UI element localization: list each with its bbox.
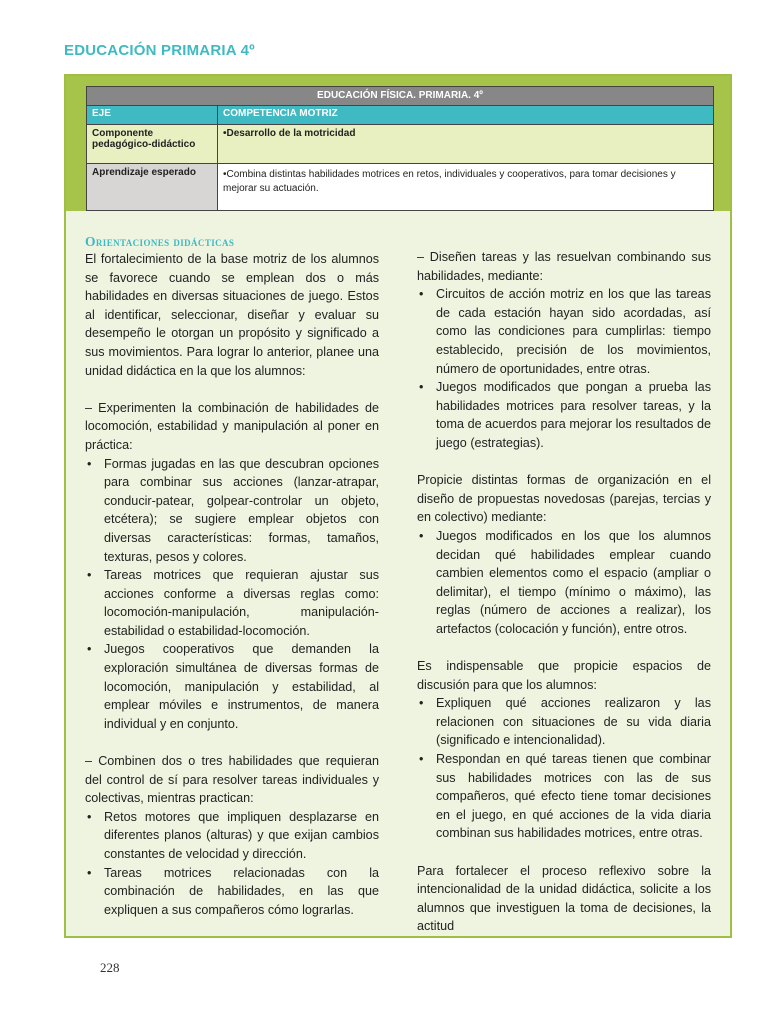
running-head: EDUCACIÓN PRIMARIA 4º — [64, 42, 255, 59]
curriculum-table — [86, 86, 714, 211]
right-column — [417, 248, 711, 936]
header-eje: EJE — [87, 106, 218, 124]
paragraph: Es indispensable que propicie espacios de discusión para que los alumnos: — [417, 659, 711, 692]
componente-value: •Desarrollo de la motricidad — [218, 125, 713, 163]
table-row-componente — [87, 125, 713, 164]
list-item: • Respondan en qué tareas tienen que combinar sus habilidades motrices con las de sus compañeros, qué efecto tiene tomar decisiones en el juego, en qué acciones de la vida diaria combinan sus habilidades motrices, entre otras. — [419, 752, 711, 841]
paragraph: – Combinen dos o tres habilidades que requieran del control de sí para resolver tareas individuales y colectivas, mientras practican: — [85, 754, 379, 806]
left-column — [85, 234, 379, 919]
aprendizaje-value: •Combina distintas habilidades motrices en retos, individuales y cooperativos, para tomar decisiones y mejorar su actuación. — [218, 164, 713, 210]
paragraph: – Experimenten la combinación de habilidades de locomoción, estabilidad y manipulación al poner en práctica: — [85, 400, 379, 452]
paragraph: Para fortalecer el proceso reflexivo sobre la intencionalidad de la unidad didáctica, solicite a los alumnos que investiguen la toma de decisiones, la actitud — [417, 863, 711, 934]
bullet-list — [85, 455, 379, 734]
page-number: 228 — [100, 960, 120, 975]
list-item: • Juegos cooperativos que demanden la exploración simultánea de diversas formas de locomoción, manipulación y estabilidad, al emplear móviles e instrumentos, de manera individual y en conjunto. — [87, 642, 379, 731]
table-header-row — [87, 106, 713, 125]
section-title: Orientaciones didácticas — [85, 234, 235, 249]
table-row-aprendizaje — [87, 164, 713, 210]
list-item: • Retos motores que impliquen desplazarse en diferentes planos (alturas) y que exijan cambios constantes de velocidad y dirección. — [87, 809, 379, 861]
aprendizaje-label: Aprendizaje esperado — [87, 164, 218, 210]
intro-paragraph: El fortalecimiento de la base motriz de los alumnos se favorece cuando se emplean dos o más habilidades en diversas situaciones de juego. Estos al identificar, seleccionar, diseñar y evaluar su desempeño le otorgan un propósito y significado a sus movimientos. Para lograr lo anterior, planee una unidad didáctica en la que los alumnos: — [85, 252, 379, 378]
list-item: • Tareas motrices relacionadas con la combinación de habilidades, en las que expliquen a sus compañeros cómo lograrlas. — [87, 865, 379, 917]
list-item: • Tareas motrices que requieran ajustar sus acciones conforme a diversas reglas como: locomoción-manipulación, manipulación-estabilidad o estabilidad-locomoción. — [87, 568, 379, 638]
header-competencia: COMPETENCIA MOTRIZ — [218, 106, 713, 124]
bullet-list — [417, 527, 711, 639]
componente-label: Componente pedagógico-didáctico — [87, 125, 218, 163]
list-item: • Expliquen qué acciones realizaron y las relacionen con situaciones de su vida diaria (significado e intencionalidad). — [419, 696, 711, 748]
content-frame — [64, 74, 732, 938]
list-item: • Juegos modificados que pongan a prueba las habilidades motrices para resolver tareas, y la toma de acuerdos para mejorar los resultados de juego (estrategias). — [419, 380, 711, 450]
bullet-list — [417, 285, 711, 452]
paragraph: Propicie distintas formas de organización en el diseño de propuestas novedosas (parejas, tercias y en colectivo) mediante: — [417, 473, 711, 525]
paragraph: – Diseñen tareas y las resuelvan combinando sus habilidades, mediante: — [417, 250, 711, 283]
list-item: • Juegos modificados en los que los alumnos decidan qué habilidades emplear cuando cambien elementos como el espacio (ampliar o delimitar), el tiempo (mínimo o máximo), las reglas (número de acciones a realizar), los artefactos (colocación y función), entre otros. — [419, 528, 711, 636]
table-title: EDUCACIÓN FÍSICA. PRIMARIA. 4º — [87, 87, 713, 106]
bullet-list — [85, 808, 379, 920]
list-item: • Formas jugadas en las que descubran opciones para combinar sus acciones (lanzar-atrapar, conducir-patear, golpear-controlar un objeto, etcétera); se sugiere emplear objetos con diversas características: formas, tamaños, texturas, pesos y colores. — [87, 456, 379, 564]
list-item: • Circuitos de acción motriz en los que las tareas de cada estación hayan sido acordadas, así como las condiciones para cumplirlas: tiempo establecido, precisión de los movimientos, número de oportunidades, entre otras. — [419, 287, 711, 376]
bullet-list — [417, 694, 711, 843]
